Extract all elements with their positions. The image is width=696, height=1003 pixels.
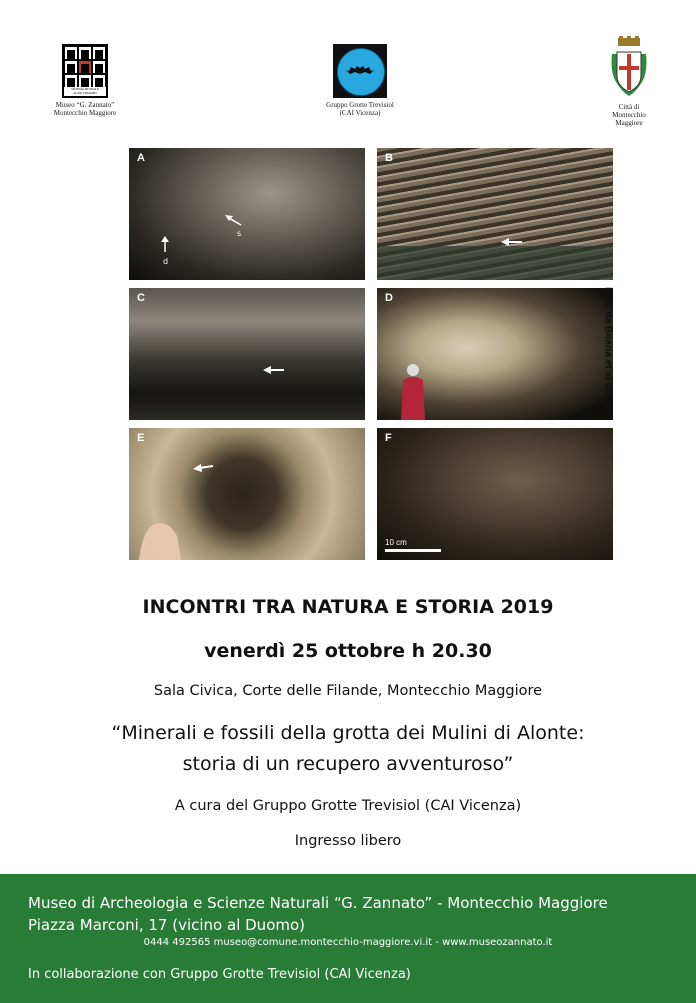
event-title-line-2: storia di un recupero avventuroso” [182,753,514,775]
footer-banner [0,874,696,1003]
scale-bar-label: 10 cm [385,538,407,547]
event-date: venerdì 25 ottobre h 20.30 [204,640,492,662]
photo-a-annotation-d: d [163,257,169,266]
cave-photo-a [129,148,365,280]
photo-label: D [385,292,393,304]
photo-label: F [385,432,392,444]
footer-museum-name: Museo di Archeologia e Scienze Naturali “G. Zannato” - Montecchio Maggiore [28,894,608,912]
caver-figure-icon [377,288,613,420]
gruppo-grotte-logo-icon [333,44,387,98]
museo-logo-caption: Museo “G. Zannato” Montecchio Maggiore [53,101,117,117]
cave-photo-b [377,148,613,280]
photo-a-annotation-s: s [237,229,242,238]
citta-logo-caption: Città di Montecchio Maggiore [612,103,646,127]
gruppo-logo-block [285,44,435,117]
event-entry: Ingresso libero [294,833,402,849]
arrow-icon [129,428,365,560]
cave-photo-grid [129,148,613,560]
gruppo-logo-caption: Gruppo Grotte Trevisiol (CAI Vicenza) [326,101,394,117]
event-venue: Sala Civica, Corte delle Filande, Montecchio Maggiore [153,683,543,699]
scale-bar [385,538,441,552]
photo-label: C [137,292,145,304]
footer-collaboration: In collaborazione con Gruppo Grotte Trevisiol (CAI Vicenza) [28,967,411,982]
photo-label: B [385,152,393,164]
cave-photo-c [129,288,365,420]
event-organizer: A cura del Gruppo Grotte Trevisiol (CAI Vicenza) [174,798,522,814]
photo-credit-text: Foto da Boaria et al 2018 [602,287,614,405]
footer-contacts: 0444 492565 museo@comune.montecchio-maggiore.vi.it - www.museozannato.it [143,937,553,948]
photo-a-arrows [129,148,365,280]
citta-logo-block [594,36,664,127]
arrow-icon [377,148,613,280]
cave-photo-d [377,288,613,420]
arrow-icon [129,288,365,420]
cave-photo-f [377,428,613,560]
event-series-title: INCONTRI TRA NATURA E STORIA 2019 [142,596,554,618]
event-title [0,718,696,780]
museo-logo-icon [62,44,108,98]
city-crest-icon [610,36,648,98]
bat-icon [346,65,374,75]
museo-logo-mark-text: SISTEMA MUSEALE AGNO CHIAMPO [71,87,99,95]
photo-label: E [137,432,145,444]
museo-logo-block [40,44,130,117]
footer-address: Piazza Marconi, 17 (vicino al Duomo) [28,916,306,934]
event-title-line-1: “Minerali e fossili della grotta dei Mulini di Alonte: [111,722,585,744]
cave-photo-e [129,428,365,560]
photo-label: A [137,152,145,164]
